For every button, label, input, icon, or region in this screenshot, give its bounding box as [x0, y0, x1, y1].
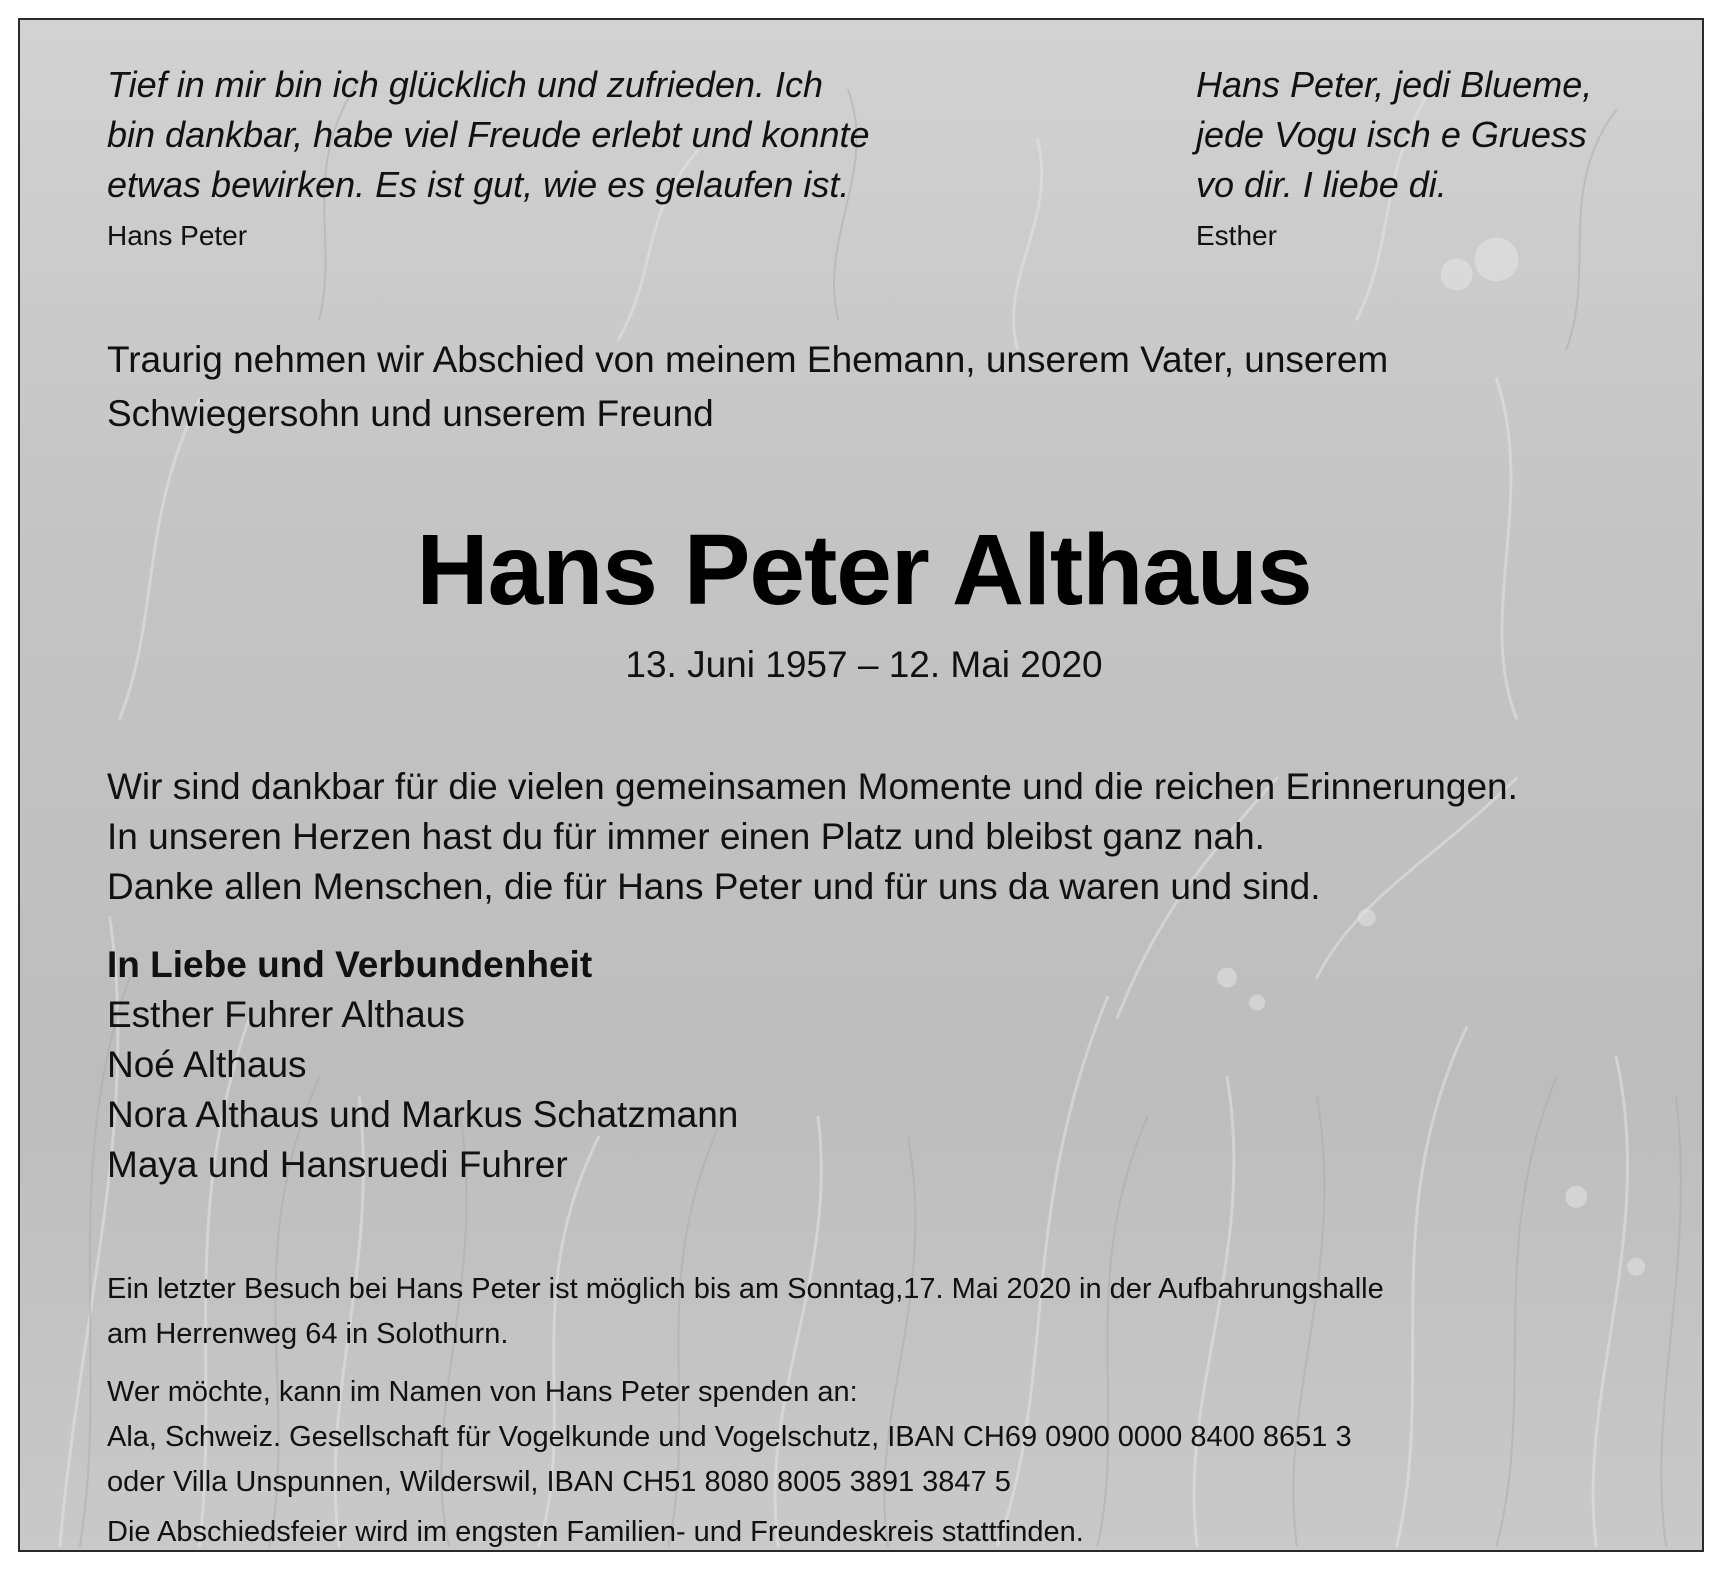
quote-line: etwas bewirken. Es ist gut, wie es gelaufen ist. — [107, 164, 850, 205]
quote-line: vo dir. I liebe di. — [1196, 164, 1447, 205]
visit-info — [107, 1267, 1667, 1357]
quote-author: Esther — [1196, 220, 1277, 251]
ceremony-info-line: Die Abschiedsfeier wird im engsten Familien- und Freundeskreis stattfinden. — [107, 1516, 1084, 1548]
quote-line: jede Vogu isch e Gruess — [1196, 114, 1587, 155]
gratitude-line: Danke allen Menschen, die für Hans Peter und für uns da waren und sind. — [107, 866, 1321, 907]
intro-line: Traurig nehmen wir Abschied von meinem Ehemann, unserem Vater, unserem — [107, 339, 1389, 380]
quote-line: Hans Peter, jedi Blueme, — [1196, 64, 1593, 105]
visit-info-line: am Herrenweg 64 in Solothurn. — [107, 1318, 509, 1350]
donation-info-line: Ala, Schweiz. Gesellschaft für Vogelkunde und Vogelschutz, IBAN CH69 0900 0000 8400 8651 3 — [107, 1421, 1352, 1453]
life-dates: 13. Juni 1957 – 12. Mai 2020 — [625, 644, 1103, 685]
farewell-intro — [107, 333, 1647, 441]
quote-author: Hans Peter — [107, 220, 248, 251]
gratitude-line: In unseren Herzen hast du für immer einen Platz und bleibst ganz nah. — [107, 816, 1265, 857]
obituary-notice — [18, 18, 1704, 1552]
mourners-list — [107, 940, 1107, 1190]
intro-line: Schwiegersohn und unserem Freund — [107, 393, 714, 434]
visit-info-line: Ein letzter Besuch bei Hans Peter ist möglich bis am Sonntag,17. Mai 2020 in der Aufbahrungshalle — [107, 1273, 1384, 1305]
donation-info-line: Wer möchte, kann im Namen von Hans Peter spenden an: — [107, 1376, 858, 1408]
mourner-name: Esther Fuhrer Althaus — [107, 994, 465, 1035]
gratitude-line: Wir sind dankbar für die vielen gemeinsamen Momente und die reichen Erinnerungen. — [107, 766, 1518, 807]
gratitude-text — [107, 762, 1667, 912]
mourner-name: Noé Althaus — [107, 1044, 307, 1085]
donation-info-line: oder Villa Unspunnen, Wilderswil, IBAN CH51 8080 8005 3891 3847 5 — [107, 1466, 1011, 1498]
donation-info — [107, 1370, 1667, 1505]
deceased-name: Hans Peter Althaus — [416, 514, 1312, 626]
quote-line: Tief in mir bin ich glücklich und zufrieden. Ich — [107, 64, 824, 105]
quote-line: bin dankbar, habe viel Freude erlebt und konnte — [107, 114, 870, 155]
quote-esther — [1196, 60, 1676, 256]
mourners-heading: In Liebe und Verbundenheit — [107, 944, 593, 985]
quote-hans-peter — [107, 60, 1007, 256]
mourner-name: Nora Althaus und Markus Schatzmann — [107, 1094, 739, 1135]
ceremony-info — [107, 1510, 1667, 1552]
mourner-name: Maya und Hansruedi Fuhrer — [107, 1144, 568, 1185]
